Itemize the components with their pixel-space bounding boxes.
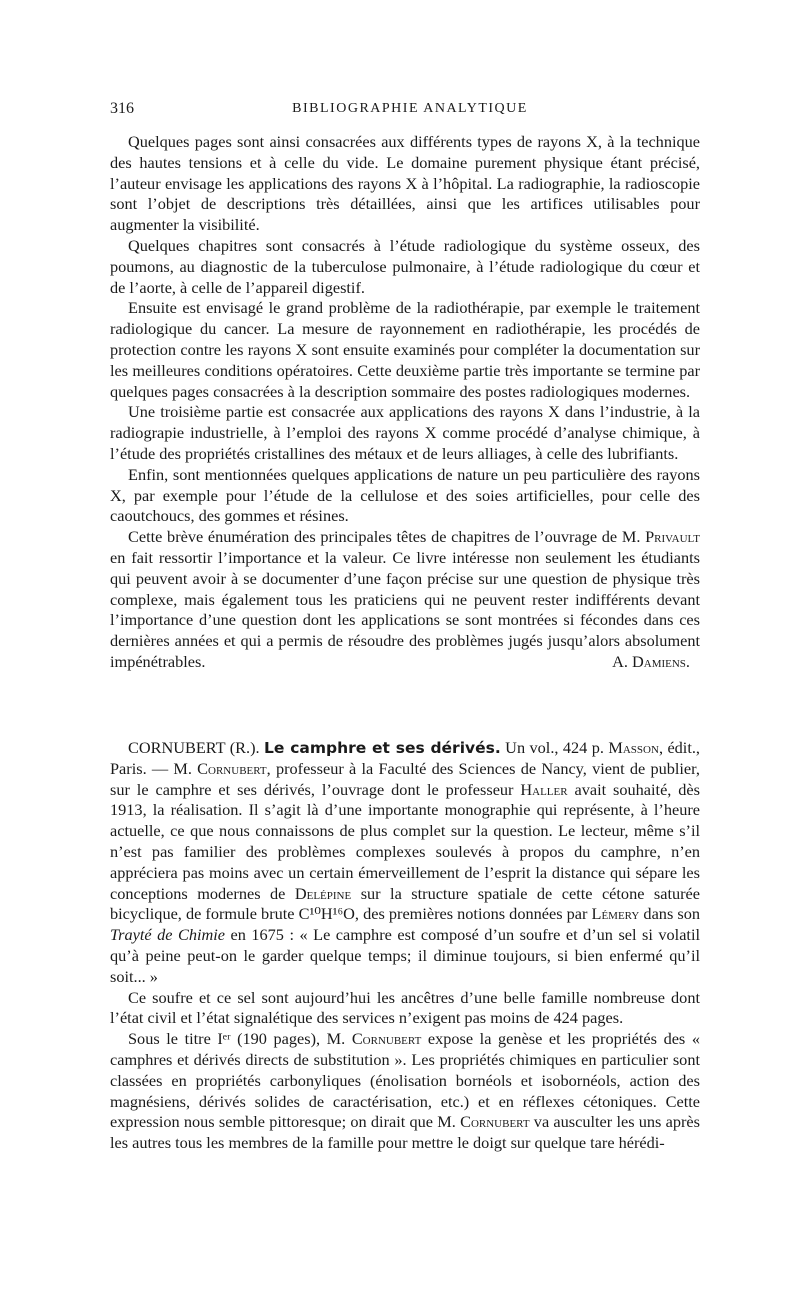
paragraph-heading: CORNUBERT (R.). Le camphre et ses dérivés. Un vol., 424 p. Masson, édit., Paris. — M. Cornubert, professeur à la Faculté des Sciences de Nancy, vient de publier, sur le camphre et ses dérivés, l’ouvrage dont le professeur Haller avait souhaité, dès 1913, la réalisation. Il s’agit là d’une importante monographie qui représente, à l’heure actuelle, ce que nous connaissons de plus complet sur la question. Le lecteur, même s’il n’est pas familier des problèmes complexes soulevés à propos du camphre, n’en appréciera pas moins avec un certain émerveillement de l’esprit la distance qui sépare les conceptions modernes de Delépine sur la structure spatiale de cette cétone saturée bicyclique, de formule brute C¹⁰H¹⁶O, des premières notions données par Lémery dans son Trayté de Chimie en 1675 : « Le camphre est composé d’un soufre et d’un sel si volatil qu’à peine peut-on le garder quelque temps; il diminue toujours, si bien enfermé qu’il soit... »	[110, 738, 701, 986]
reviewer-signature: A. Damiens.	[612, 651, 690, 671]
paragraph: Enfin, sont mentionnées quelques applications de nature un peu particulière des rayons X, par exemple pour l’étude de la cellulose et des soies artificielles, pour celle des caoutchoucs, des gommes et résines.	[110, 464, 700, 526]
paragraph: Ce soufre et ce sel sont aujourd’hui les ancêtres d’une belle famille nombreuse dont l’état civil et l’état signalétique des services n’exigent pas moins de 424 pages.	[110, 987, 700, 1028]
author-name: Privault	[645, 527, 700, 547]
book-author: CORNUBERT (R.).	[128, 738, 265, 757]
book-title: Le camphre et ses dérivés.	[264, 739, 501, 757]
paragraph: Ensuite est envisagé le grand problème de la radiothérapie, par exemple le traitement radiologique du cancer. La mesure de rayonnement en radiothérapie, les procédés de protection contre les rayons X sont ensuite examinés pour compléter la documentation sur les meilleures conditions opératoires. Cette deuxième partie très importante se termine par quelques pages consacrées à la description sommaire des postes radiologiques modernes.	[110, 298, 700, 401]
paragraph-closing: Cette brève énumération des principales têtes de chapitres de l’ouvrage de M. Privault en fait ressortir l’importance et la valeur. Ce livre intéresse non seulement les étudiants qui peuvent avoir à se documenter d’une façon précise sur une question de physique très complexe, mais également tous les praticiens qui ne peuvent rester indifférents devant l’importance d’une question dont les applications se sont montrées si fécondes dans ces dernières années et qui a permis de résoudre des problèmes jugés jusqu’alors absolument impénétrables.	[110, 527, 700, 671]
paragraph: Sous le titre Iᵉʳ (190 pages), M. Cornubert expose la genèse et les propriétés des « camphres et dérivés directs de substitution ». Les propriétés chimiques en particulier sont classées en propriétés carbonyliques (énolisation bornéols et isobornéols, action des magnésiens, dérivés solides de caractérisation, etc.) et en réflexes cétoniques. Cette expression nous semble pittoresque; on dirait que M. Cornubert va ausculter les uns après les autres tous les membres de la famille pour mettre le doigt sur quelque tare hérédi-	[110, 1029, 700, 1153]
running-header	[110, 100, 710, 122]
paragraph: Quelques chapitres sont consacrés à l’étude radiologique du système osseux, des poumons, au diagnostic de la tuberculose pulmonaire, à l’étude radiologique du cœur et de l’aorte, à celle de l’appareil digestif.	[110, 235, 700, 297]
review-privault	[110, 132, 700, 673]
page-number: 316	[110, 100, 134, 117]
paragraph: Quelques pages sont ainsi consacrées aux différents types de rayons X, à la technique des hautes tensions et à celle du vide. Le domaine purement physique étant précisé, l’auteur envisage les applications des rayons X à l’hôpital. La radiographie, la radioscopie sont l’objet de descriptions très détaillées, ainsi que les artifices utilisables pour augmenter la visibilité.	[110, 132, 700, 235]
paragraph: Une troisième partie est consacrée aux applications des rayons X dans l’industrie, à la radiograpie industrielle, à l’emploi des rayons X comme procédé d’analyse chimique, à l’étude des propriétés cristallines des métaux et de leurs alliages, à celle des lubrifiants.	[110, 402, 700, 463]
running-title: BIBLIOGRAPHIE ANALYTIQUE	[292, 101, 528, 116]
review-cornubert	[110, 738, 700, 1154]
